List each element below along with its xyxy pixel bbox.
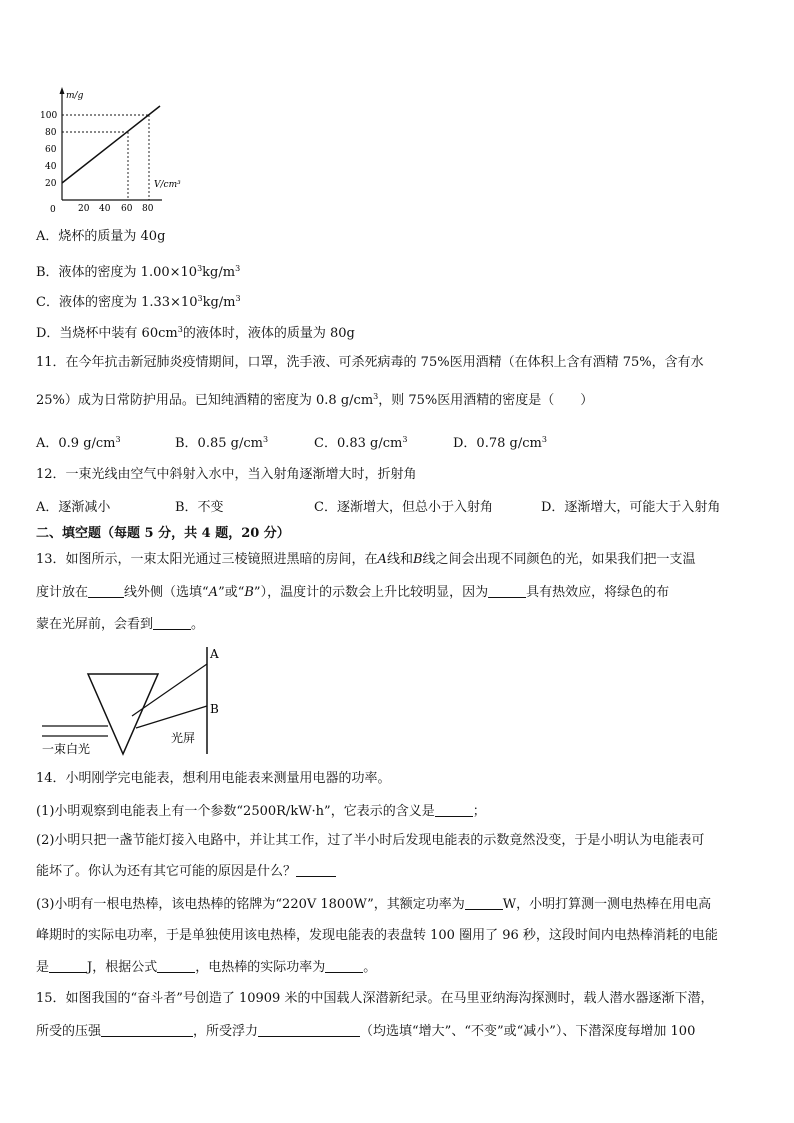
x-axis-label: V/cm³ [154,180,181,190]
x-tick: 80 [142,204,154,214]
prism [88,674,158,754]
q11-stem-line2: 25%）成为日常防护用品。已知纯酒精的密度为 0.8 $g/cm^3$，则 75%医用酒精的密度是（ ） [36,392,594,408]
fig-label-b: B [210,702,219,716]
fig-label-white-light: 一束白光 [42,742,91,756]
q13-line1: 13．如图所示，一束太阳光通过三棱镜照进黑暗的房间，在A线和B线之间会出现不同颜色的光，如果我们把一支温 [36,552,696,567]
q13-blank-2[interactable] [488,583,526,598]
y-tick: 100 [40,111,58,121]
q14-blank-6[interactable] [325,958,363,973]
y-axis-label: m/g [66,91,84,101]
dispersed-ray-b [136,706,207,728]
section-heading: 二、填空题（每题 5 分，共 4 题，20 分） [36,526,290,541]
x-tick: 20 [78,204,90,214]
fig-label-screen: 光屏 [171,731,196,745]
q15-blank-2[interactable] [258,1022,360,1037]
q15-line2: 所受的压强 ，所受浮力 （均选填“增大”、“不变”或“减小”）、下潜深度每增加 100 [36,1024,696,1039]
q14-part3-line3: 是 J，根据公式 ，电热棒的实际功率为 。 [36,960,377,975]
fig-label-a: A [210,647,219,661]
q12-option-c: C．逐渐增大，但总小于入射角 [314,500,493,515]
q10-option-c: C．液体的密度为 $1.33\times 10^3kg/m^3$ [36,294,241,310]
q12-option-d: D．逐渐增大，可能大于入射角 [541,500,721,515]
q13-blank-1[interactable] [88,583,124,598]
q14-part2-line1: (2)小明只把一盏节能灯接入电路中，并让其工作，过了半小时后发现电能表的示数竟然没变，于是小明认为电能表可 [36,833,705,848]
q14-part3-line1: (3)小明有一根电热棒，该电热棒的铭牌为“220V 1800W”，其额定功率为 W，小明打算测一测电热棒在用电高 [36,897,712,912]
q13-line3: 蒙在光屏前，会看到 。 [36,617,205,632]
q14-blank-4[interactable] [49,958,87,973]
q14-part1: (1)小明观察到电能表上有一个参数“2500R/kW·h”，它表示的含义是 ； [36,804,486,819]
q13-line2: 度计放在 线外侧（选填“A”或“B”），温度计的示数会上升比较明显，因为 具有热效应，将绿色的布 [36,585,670,600]
q11-option-a: A．0.9 $g/cm^3$ [36,435,121,451]
mass-volume-graph [36,84,181,215]
q14-blank-2[interactable] [296,862,336,877]
q12-stem: 12．一束光线由空气中斜射入水中，当入射角逐渐增大时，折射角 [36,467,417,482]
q10-option-d: D．当烧杯中装有 $60cm^3$的液体时，液体的质量为 80g [36,325,355,341]
q14-part3-line2: 峰期时的实际电功率，于是单独使用该电热棒，发现电能表的表盘转 100 圈用了 96 秒，这段时间内电热棒消耗的电能 [36,928,718,943]
y-tick: 20 [45,179,57,189]
y-tick: 60 [45,145,57,155]
q14-blank-3[interactable] [465,895,503,910]
q14-part2-line2: 能坏了。你认为还有其它可能的原因是什么？ [36,862,336,881]
q11-option-b: B．0.85 $g/cm^3$ [175,435,269,451]
data-line [62,106,160,183]
prism-figure [36,642,236,762]
q14-blank-1[interactable] [435,802,473,817]
x-tick: 60 [121,204,133,214]
q11-option-c: C．0.83 $g/cm^3$ [314,435,408,451]
q13-blank-3[interactable] [153,615,191,630]
q14-blank-5[interactable] [157,958,195,973]
q11-option-d: D．0.78 $g/cm^3$ [453,435,547,451]
q14-stem: 14．小明刚学完电能表，想利用电能表来测量用电器的功率。 [36,771,391,786]
q15-blank-1[interactable] [101,1022,193,1037]
q10-option-a: A．烧杯的质量为 40g [36,229,166,244]
y-tick: 40 [45,162,57,172]
q11-stem-line1: 11．在今年抗击新冠肺炎疫情期间，口罩，洗手液、可杀死病毒的 75%医用酒精（在体积上含有酒精 75%，含有水 [36,355,704,370]
q12-option-a: A．逐渐减小 [36,500,111,515]
q12-option-b: B．不变 [175,500,224,515]
y-tick: 80 [45,128,57,138]
q15-line1: 15．如图我国的“奋斗者”号创造了 10909 米的中国载人深潜新纪录。在马里亚纳海沟探测时，载人潜水器逐渐下潜， [36,991,714,1006]
x-tick: 40 [99,204,111,214]
q10-option-b: B．液体的密度为 $1.00\times 10^3kg/m^3$ [36,264,241,280]
origin-label: 0 [50,205,56,215]
